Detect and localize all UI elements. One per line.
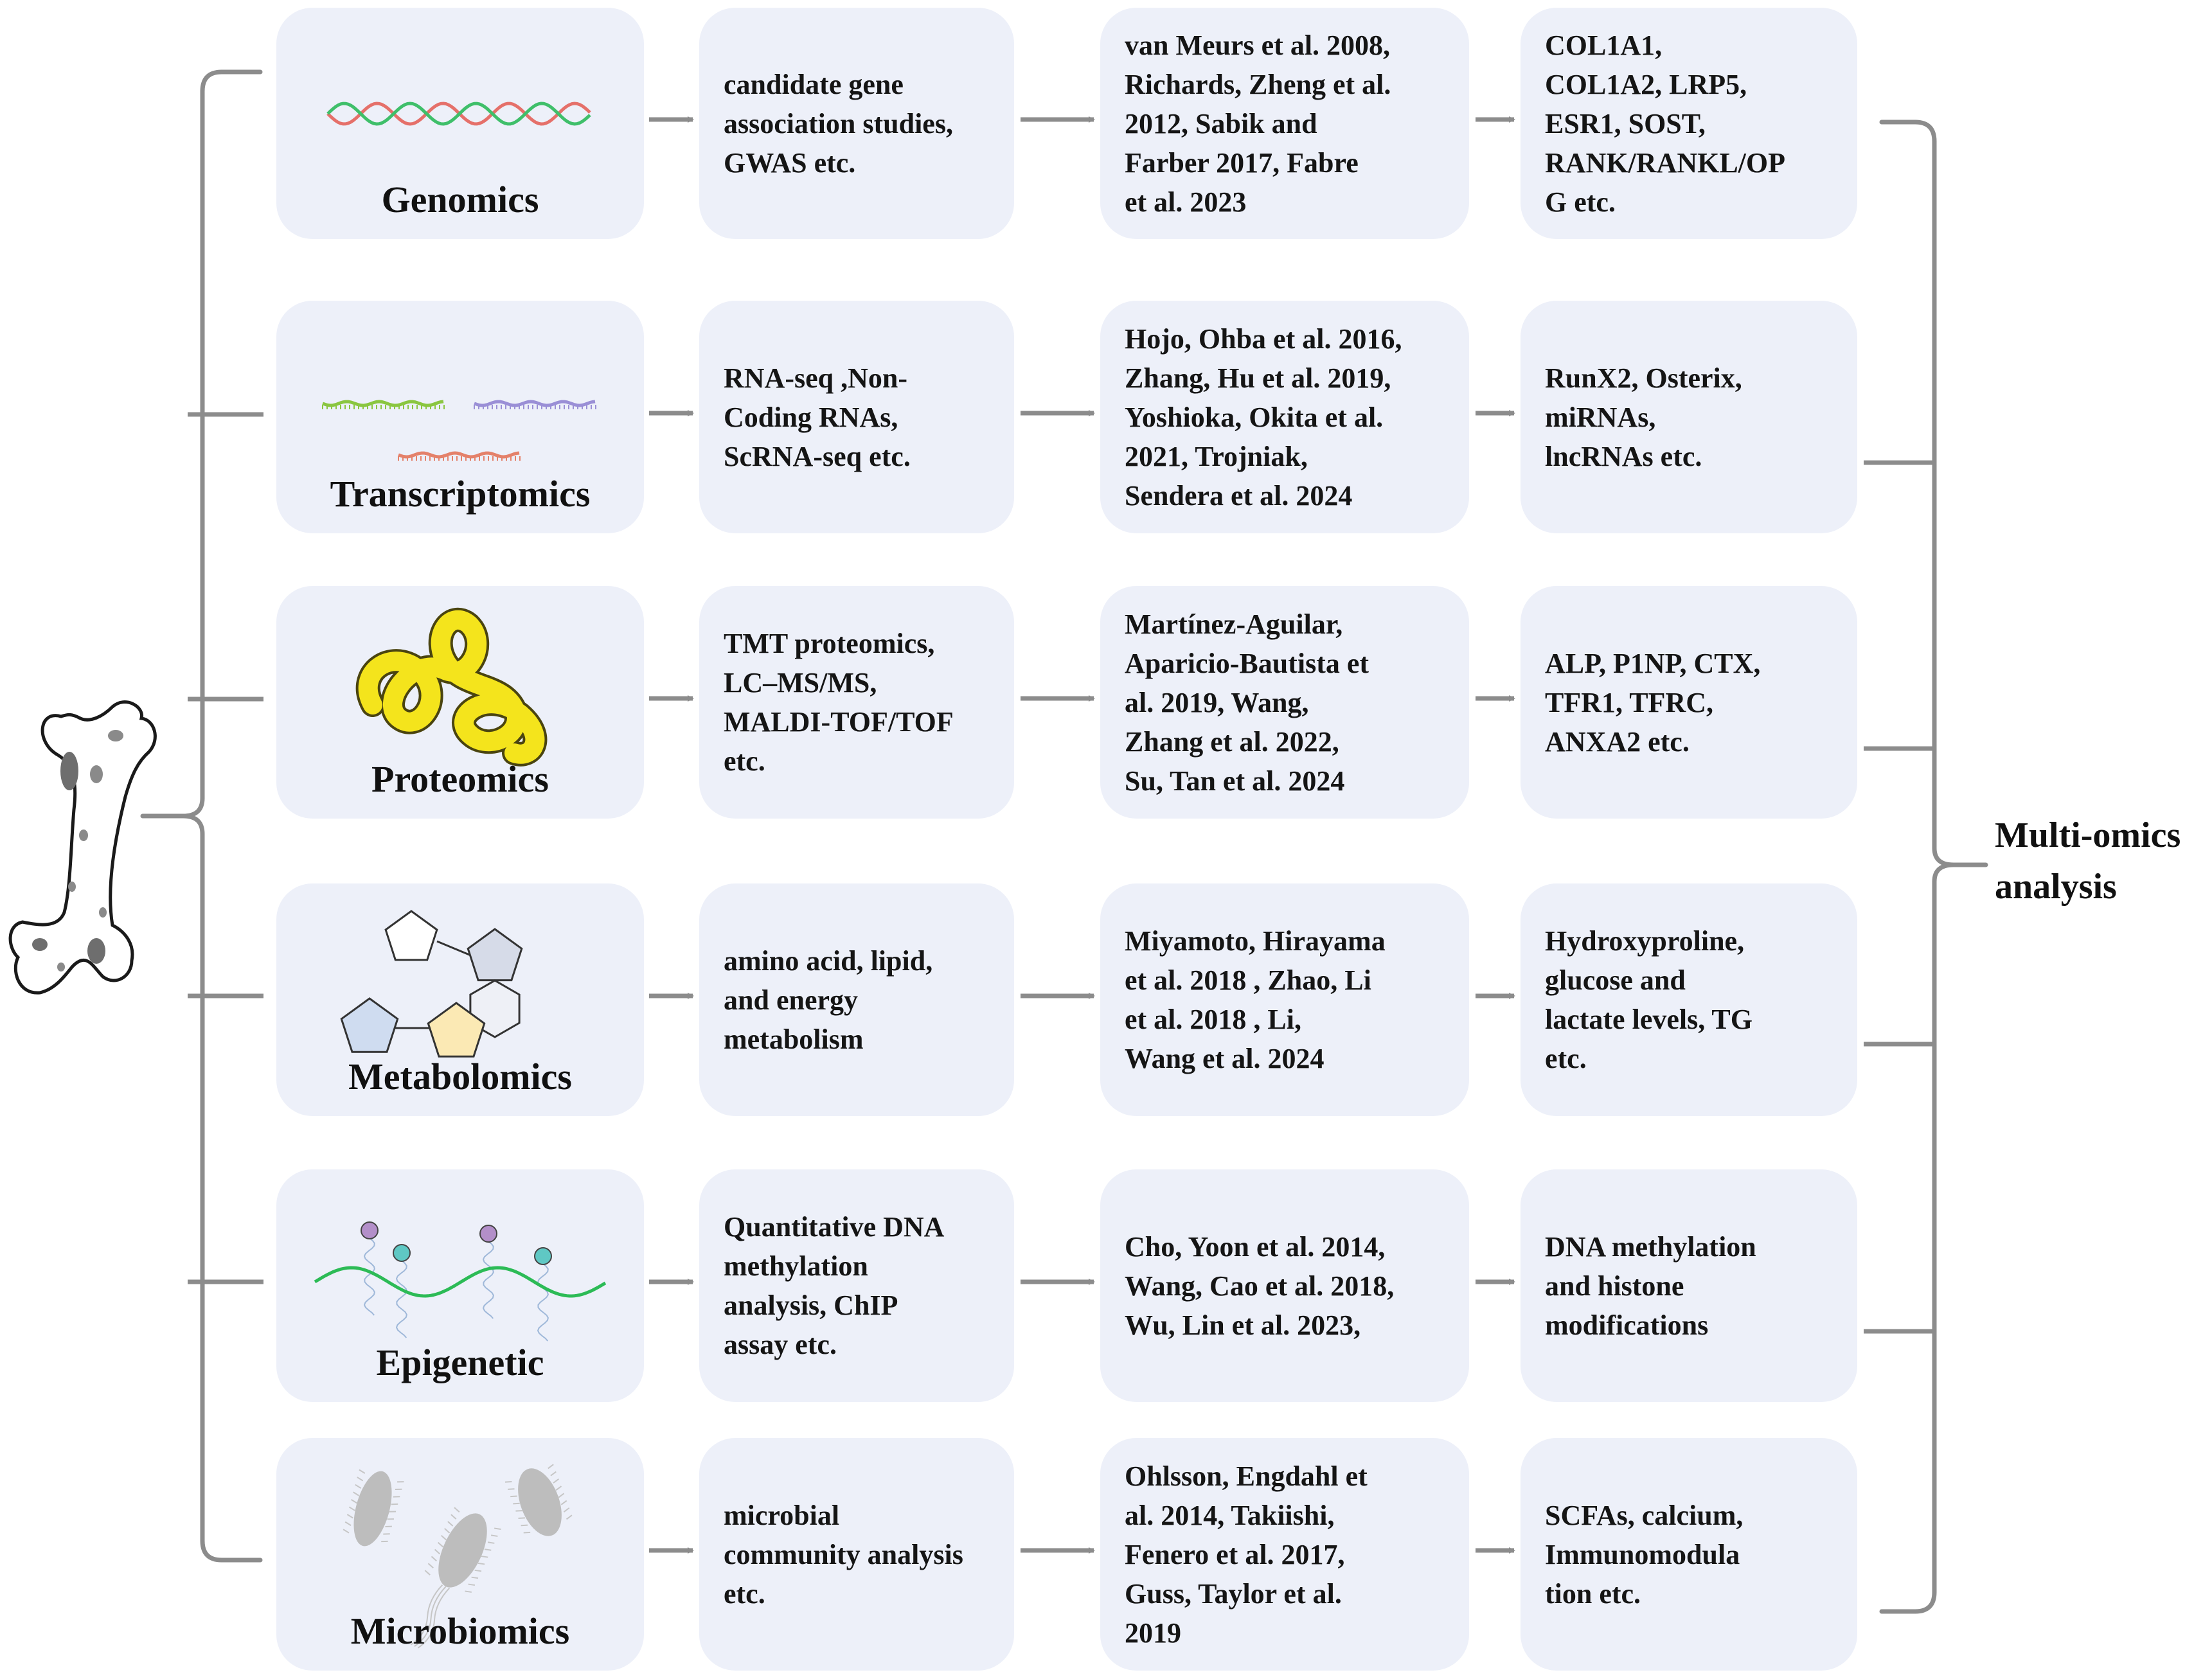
text-block (1125, 605, 1369, 801)
text-line: amino acid, lipid, (724, 945, 933, 977)
text-line: Zhang et al. 2022, (1125, 725, 1339, 758)
text-line: RunX2, Osterix, (1545, 362, 1742, 394)
proteomics-markers-box (1521, 586, 1857, 819)
text-line: Immunomodula (1545, 1538, 1740, 1570)
text-block (724, 624, 954, 781)
omics-box-metabolomics (276, 883, 644, 1116)
text-block (724, 65, 953, 182)
text-line: Coding RNAs, (724, 401, 898, 433)
text-line: Farber 2017, Fabre (1125, 146, 1359, 179)
text-line: COL1A1, (1545, 29, 1663, 61)
text-line: tion etc. (1545, 1577, 1641, 1610)
text-line: MALDI-TOF/TOF (724, 706, 954, 738)
text-line: Ohlsson, Engdahl et (1125, 1460, 1368, 1492)
text-line: Hojo, Ohba et al. 2016, (1125, 323, 1402, 355)
microbiomics-references-box (1100, 1438, 1469, 1671)
omics-box-transcriptomics (276, 301, 644, 533)
microbiomics-references-text (1100, 1438, 1469, 1671)
metabolomics-methods-box (699, 883, 1014, 1116)
text-line: 2012, Sabik and (1125, 107, 1317, 139)
proteomics-references-text (1100, 586, 1469, 819)
transcriptomics-methods-text (699, 301, 1014, 533)
left-bracket (143, 72, 260, 1560)
text-line: community analysis (724, 1538, 963, 1570)
genomics-markers-text (1521, 8, 1857, 239)
proteomics-markers-text (1521, 586, 1857, 819)
right-bracket (1882, 122, 1986, 1611)
text-block (1545, 359, 1742, 476)
text-line: LC–MS/MS, (724, 667, 877, 698)
proteomics-methods-text (699, 586, 1014, 819)
text-line: ALP, P1NP, CTX, (1545, 647, 1761, 679)
text-line: metabolism (724, 1023, 864, 1055)
final-label-line: Multi-omics (1995, 815, 2181, 855)
genomics-methods-text (699, 8, 1014, 239)
text-line: COL1A2, LRP5, (1545, 68, 1747, 100)
genomics-references-text (1100, 8, 1469, 239)
text-block (1545, 26, 1785, 222)
genomics-markers-box (1521, 8, 1857, 239)
text-line: association studies, (724, 107, 953, 139)
text-line: Quantitative DNA (724, 1211, 945, 1243)
text-line: Guss, Taylor et al. (1125, 1577, 1342, 1610)
omics-title: Epigenetic (376, 1342, 544, 1383)
text-block (1125, 1457, 1368, 1653)
omics-title: Metabolomics (348, 1056, 572, 1097)
text-block (1545, 1496, 1743, 1613)
text-line: GWAS etc. (724, 146, 856, 179)
text-line: analysis, ChIP (724, 1290, 898, 1321)
text-line: Zhang, Hu et al. 2019, (1125, 362, 1391, 394)
text-line: 2019 (1125, 1617, 1181, 1649)
epigenetic-methods-text (699, 1169, 1014, 1402)
epigenetic-methods-box (699, 1169, 1014, 1402)
omics-box-genomics (276, 8, 644, 239)
text-block (1125, 26, 1391, 222)
text-line: modifications (1545, 1309, 1709, 1341)
omics-title: Genomics (381, 179, 539, 220)
text-block (1545, 921, 1753, 1078)
text-line: Wang, Cao et al. 2018, (1125, 1270, 1395, 1302)
text-line: glucose and (1545, 964, 1686, 996)
epigenetic-markers-text (1521, 1169, 1857, 1402)
text-block (724, 359, 911, 476)
text-line: TFR1, TFRC, (1545, 686, 1713, 718)
microbiomics-methods-text (699, 1438, 1014, 1671)
bone-icon (10, 702, 155, 993)
final-label-line: analysis (1995, 867, 2117, 907)
text-line: Fenero et al. 2017, (1125, 1538, 1345, 1570)
text-line: 2021, Trojniak, (1125, 440, 1308, 472)
text-line: Hydroxyproline, (1545, 925, 1745, 957)
text-line: methylation (724, 1250, 868, 1282)
text-line: et al. 2023 (1125, 186, 1247, 218)
epigenetic-references-text (1100, 1169, 1469, 1402)
text-line: etc. (724, 1577, 765, 1610)
microbiomics-methods-box (699, 1438, 1014, 1671)
text-line: ANXA2 etc. (1545, 725, 1690, 758)
omics-title: Proteomics (371, 758, 549, 800)
text-block (724, 941, 932, 1059)
genomics-methods-box (699, 8, 1014, 239)
proteomics-references-box (1100, 586, 1469, 819)
text-line: Aparicio-Bautista et (1125, 647, 1369, 679)
text-line: candidate gene (724, 68, 904, 100)
text-line: and energy (724, 984, 858, 1016)
text-line: van Meurs et al. 2008, (1125, 29, 1391, 61)
text-line: SCFAs, calcium, (1545, 1499, 1744, 1531)
text-block (1125, 1227, 1394, 1345)
text-line: miRNAs, (1545, 401, 1656, 433)
text-line: Yoshioka, Okita et al. (1125, 401, 1384, 433)
text-block (1545, 1227, 1756, 1345)
metabolomics-methods-text (699, 883, 1014, 1116)
text-block (1125, 921, 1386, 1078)
omics-title: Microbiomics (350, 1610, 570, 1652)
text-block (724, 1496, 963, 1613)
text-line: al. 2019, Wang, (1125, 686, 1309, 718)
text-block (1545, 644, 1760, 761)
text-line: Cho, Yoon et al. 2014, (1125, 1230, 1386, 1263)
text-block (1125, 319, 1402, 515)
text-line: G etc. (1545, 186, 1616, 218)
genomics-references-box (1100, 8, 1469, 239)
text-line: lactate levels, TG (1545, 1004, 1753, 1035)
text-line: TMT proteomics, (724, 628, 935, 659)
text-line: Wu, Lin et al. 2023, (1125, 1309, 1361, 1341)
transcriptomics-markers-box (1521, 301, 1857, 533)
text-line: assay etc. (724, 1329, 837, 1360)
text-line: microbial (724, 1499, 840, 1531)
omics-box-epigenetic (276, 1169, 644, 1402)
omics-title: Transcriptomics (330, 473, 591, 515)
text-line: Sendera et al. 2024 (1125, 479, 1353, 511)
proteomics-methods-box (699, 586, 1014, 819)
text-block (724, 1207, 944, 1364)
omics-box-microbiomics (276, 1438, 644, 1671)
metabolomics-references-text (1100, 883, 1469, 1116)
epigenetic-references-box (1100, 1169, 1469, 1402)
metabolomics-markers-text (1521, 883, 1857, 1116)
text-line: etc. (724, 745, 765, 777)
text-line: and histone (1545, 1270, 1684, 1302)
microbiomics-markers-box (1521, 1438, 1857, 1671)
epigenetic-markers-box (1521, 1169, 1857, 1402)
text-line: Wang et al. 2024 (1125, 1043, 1325, 1074)
text-line: Miyamoto, Hirayama (1125, 925, 1386, 957)
text-line: et al. 2018 , Zhao, Li (1125, 964, 1371, 996)
text-line: ESR1, SOST, (1545, 107, 1706, 139)
text-line: DNA methylation (1545, 1230, 1756, 1263)
omics-box-proteomics (276, 586, 644, 819)
text-line: RNA-seq ,Non- (724, 362, 907, 394)
transcriptomics-methods-box (699, 301, 1014, 533)
text-line: Richards, Zheng et al. (1125, 68, 1391, 100)
text-line: Martínez-Aguilar, (1125, 608, 1343, 640)
text-line: RANK/RANKL/OP (1545, 146, 1785, 179)
microbiomics-markers-text (1521, 1438, 1857, 1671)
text-line: al. 2014, Takiishi, (1125, 1499, 1335, 1531)
text-line: lncRNAs etc. (1545, 440, 1702, 472)
left-branch-ticks (188, 414, 263, 1282)
metabolomics-markers-box (1521, 883, 1857, 1116)
transcriptomics-references-box (1100, 301, 1469, 533)
right-branch-ticks (1864, 463, 1936, 1331)
text-line: ScRNA-seq etc. (724, 440, 911, 472)
transcriptomics-references-text (1100, 301, 1469, 533)
text-line: et al. 2018 , Li, (1125, 1004, 1301, 1035)
transcriptomics-markers-text (1521, 301, 1857, 533)
text-line: Su, Tan et al. 2024 (1125, 765, 1345, 797)
text-line: etc. (1545, 1043, 1587, 1074)
multi-omics-analysis-label (1995, 810, 2181, 912)
metabolomics-references-box (1100, 883, 1469, 1116)
